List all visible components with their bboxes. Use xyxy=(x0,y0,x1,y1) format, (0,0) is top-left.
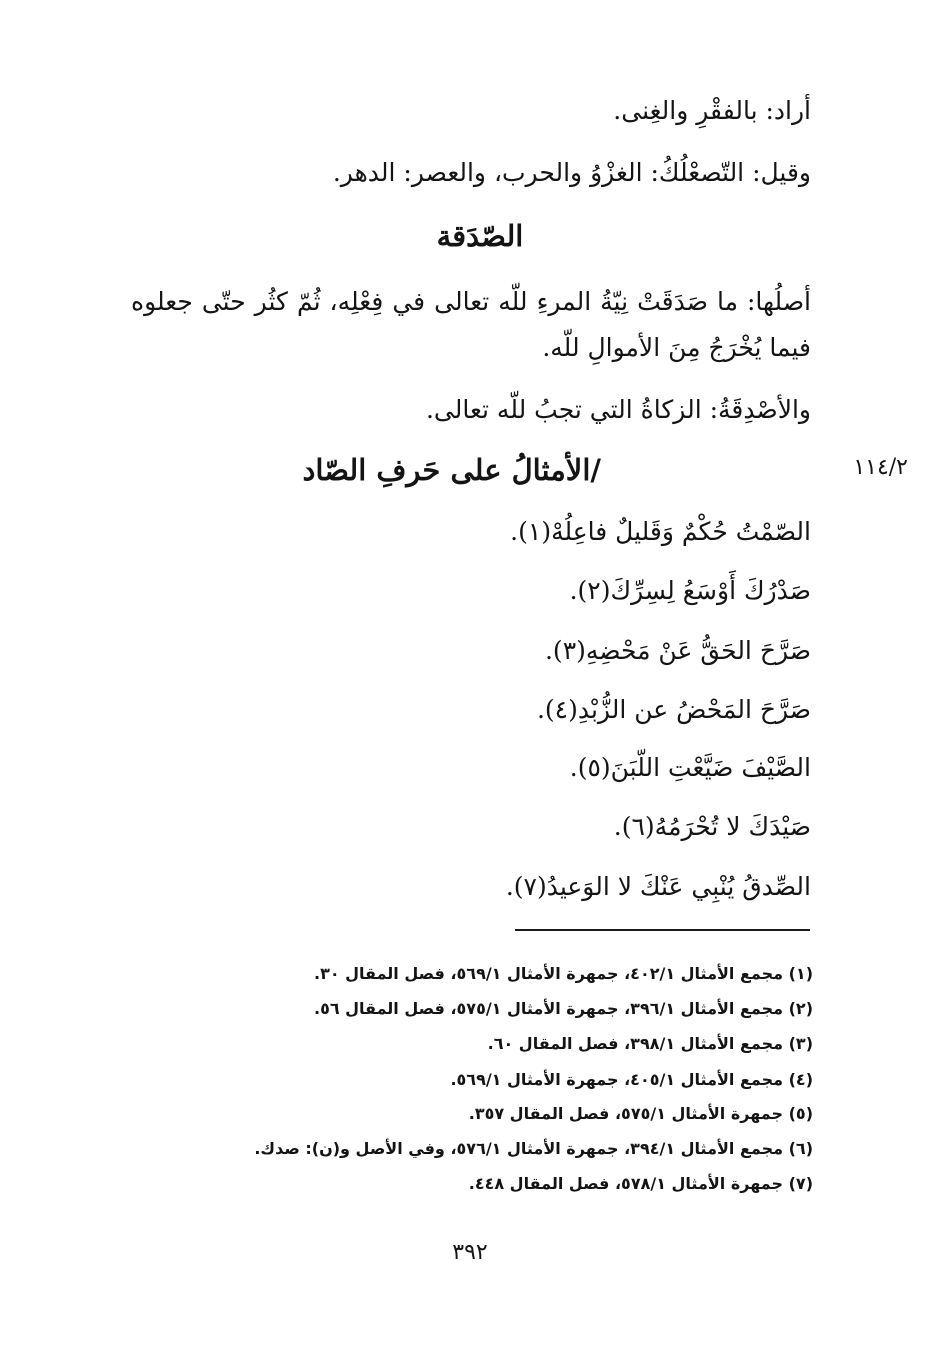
footnote-divider xyxy=(515,929,810,931)
proverb-6: صَيْدَكَ لا تُحْرَمُهُ(٦). xyxy=(613,812,811,841)
proverb-2: صَدْرُكَ أَوْسَعُ لِسِرِّكَ(٢). xyxy=(569,576,811,605)
sadaqa-heading: الصّدَقة xyxy=(436,219,524,253)
text-line-arad: أراد: بالفقْرِ والغِنى. xyxy=(613,96,811,125)
proverb-4: صَرَّحَ المَحْضُ عن الزُّبْدِ(٤). xyxy=(536,695,811,724)
footnote-7: (٧) جمهرة الأمثال ٥٧٨/١، فصل المقال ٤٤٨. xyxy=(468,1174,813,1193)
proverb-5: الصَّيْفَ ضَيَّعْتِ اللّبَنَ(٥). xyxy=(569,753,811,782)
page-number: ٣٩٢ xyxy=(452,1240,488,1265)
footnote-5: (٥) جمهرة الأمثال ٥٧٥/١، فصل المقال ٣٥٧. xyxy=(468,1104,813,1123)
footnote-3: (٣) مجمع الأمثال ٣٩٨/١، فصل المقال ٦٠. xyxy=(487,1034,813,1053)
footnote-1: (١) مجمع الأمثال ٤٠٢/١، جمهرة الأمثال ٥٦٩/١، فصل المقال ٣٠. xyxy=(313,964,813,983)
text-line-qila: وقيل: التّصعْلُكُ: الغزْوُ والحرب، والعصر: الدهر. xyxy=(332,158,811,187)
asdiqa-line: والأصْدِقَةُ: الزكاةُ التي تجبُ للّه تعالى. xyxy=(425,395,811,424)
proverb-1: الصّمْتُ حُكْمٌ وَقَليلٌ فاعِلُهْ(١). xyxy=(510,517,811,546)
proverb-7: الصِّدقُ يُنْبِي عَنْكَ لا الوَعيدُ(٧). xyxy=(505,872,811,901)
footnote-4: (٤) مجمع الأمثال ٤٠٥/١، جمهرة الأمثال ٥٦٩/١. xyxy=(450,1070,813,1089)
footnote-6: (٦) مجمع الأمثال ٣٩٤/١، جمهرة الأمثال ٥٧٦/١، وفي الأصل و(ن): صدك. xyxy=(254,1139,813,1158)
section-heading: /الأمثالُ على حَرفِ الصّاد xyxy=(302,453,601,487)
sadaqa-paragraph: أصلُها: ما صَدَقَتْ نِيّةُ المرءِ للّه تعالى في فِعْلِه، ثُمّ كثُر حتّى جعلوه فيما يُخْرَجُ مِنَ الأموالِ للّه. xyxy=(131,287,811,362)
proverb-3: صَرَّحَ الحَقُّ عَنْ مَحْضِهِ(٣). xyxy=(544,636,811,665)
footnote-2: (٢) مجمع الأمثال ٣٩٦/١، جمهرة الأمثال ٥٧٥/١، فصل المقال ٥٦. xyxy=(313,999,813,1018)
margin-reference: ١١٤/٢ xyxy=(853,455,908,480)
